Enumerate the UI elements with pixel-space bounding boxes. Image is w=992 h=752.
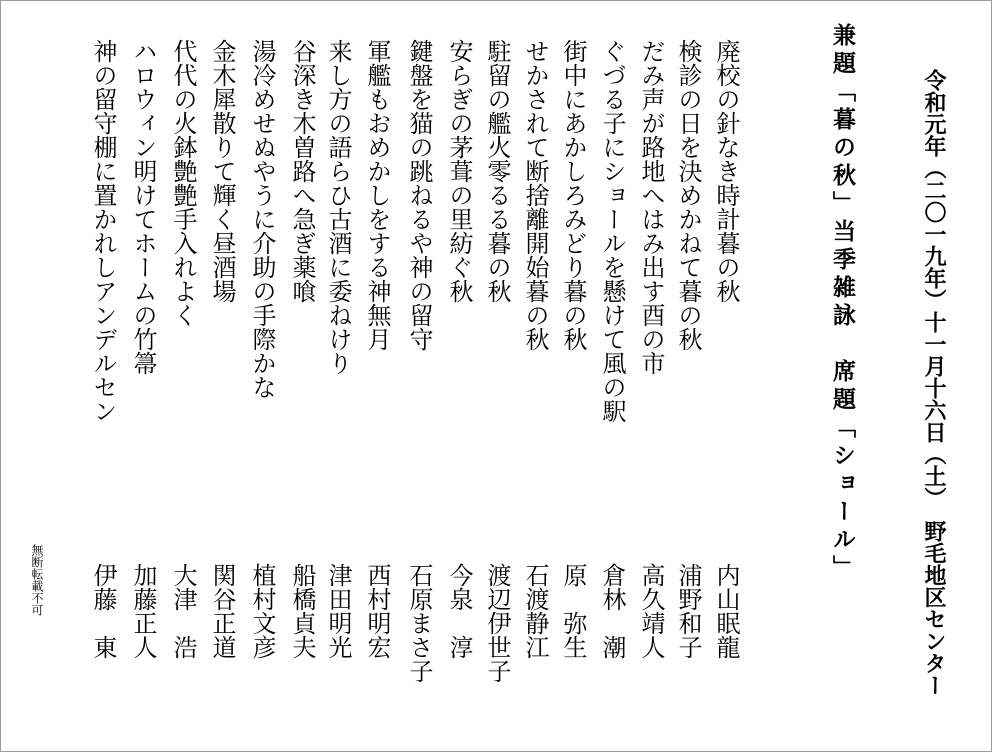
haiku-poet: 内山眠龍 bbox=[712, 563, 740, 659]
haiku-poem: 谷深き木曽路へ急ぎ薬喰 bbox=[288, 39, 316, 303]
haiku-poet: 植村文彦 bbox=[248, 563, 276, 659]
haiku-poet: 高久靖人 bbox=[637, 563, 665, 659]
haiku-poet: 倉林 潮 bbox=[598, 563, 626, 659]
haiku-poet: 船橋貞夫 bbox=[288, 563, 316, 659]
haiku-poet: 原 弥生 bbox=[559, 563, 587, 659]
haiku-poet: 石渡静江 bbox=[521, 563, 549, 659]
haiku-poem: 検診の日を決めかねて暮の秋 bbox=[674, 39, 702, 351]
haiku-poet: 石原まさ子 bbox=[405, 563, 433, 683]
haiku-poem: せかされて断捨離開始暮の秋 bbox=[521, 39, 549, 351]
haiku-poem: 鍵盤を猫の跳ねるや神の留守 bbox=[405, 39, 433, 351]
header-date-venue: 令和元年（二〇一九年）十一月十六日（土） 野毛地区センター bbox=[921, 69, 946, 696]
haiku-poem: ぐづる子にショールを懸けて風の駅 bbox=[598, 39, 626, 423]
haiku-poem: 金木犀散りて輝く昼酒場 bbox=[208, 39, 236, 303]
haiku-poet: 加藤正人 bbox=[129, 563, 157, 659]
haiku-poem: 安らぎの茅葺の里紡ぐ秋 bbox=[445, 39, 473, 303]
haiku-poem: 街中にあかしろみどり暮の秋 bbox=[559, 39, 587, 351]
copyright-notice: 無断転載不可 bbox=[30, 544, 44, 616]
haiku-poem: ハロウィン明けてホームの竹箒 bbox=[129, 39, 157, 375]
haiku-poet: 関谷正道 bbox=[208, 563, 236, 659]
haiku-poem: 神の留守棚に置かれしアンデルセン bbox=[89, 39, 117, 423]
haiku-poet: 浦野和子 bbox=[674, 563, 702, 659]
haiku-poet: 渡辺伊世子 bbox=[483, 563, 511, 683]
haiku-poem: 軍艦もおめかしをする神無月 bbox=[363, 39, 391, 351]
haiku-poem: 駐留の艦火零るる暮の秋 bbox=[483, 39, 511, 303]
haiku-poet: 今泉 淳 bbox=[445, 563, 473, 659]
haiku-poem: 来し方の語らひ古酒に委ねけり bbox=[324, 39, 352, 375]
haiku-poet: 津田明光 bbox=[324, 563, 352, 659]
haiku-poem: 廃校の針なき時計暮の秋 bbox=[712, 39, 740, 303]
haiku-poet: 伊藤 東 bbox=[89, 563, 117, 659]
haiku-poem: 代代の火鉢艶艶手入れよく bbox=[169, 39, 197, 327]
haiku-poem: だみ声が路地へはみ出す酉の市 bbox=[637, 39, 665, 375]
haiku-poem: 湯冷めせぬやうに介助の手際かな bbox=[248, 39, 276, 399]
haiku-poet: 西村明宏 bbox=[363, 563, 391, 659]
header-themes: 兼題「暮の秋」当季雑詠 席題「ショール」 bbox=[829, 23, 855, 583]
haiku-poet: 大津 浩 bbox=[169, 563, 197, 659]
